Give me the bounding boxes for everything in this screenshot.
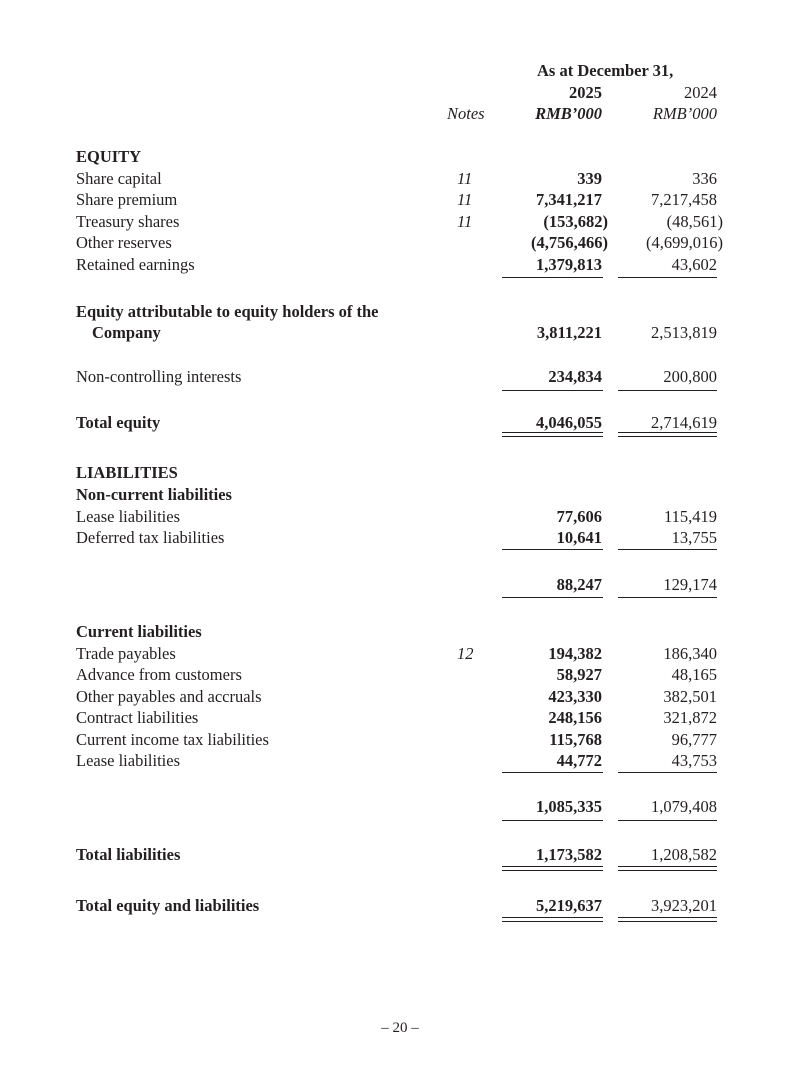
double-rule [502,921,603,922]
row-value-2025: 7,341,217 [536,190,602,209]
subtotal-rule [502,772,603,773]
attributable-value-2024: 2,513,819 [651,323,717,342]
grand-total-2024: 3,923,201 [651,896,717,915]
row-value-2024: 382,501 [663,687,717,706]
row-note: 11 [457,190,473,209]
total-equity-2025: 4,046,055 [536,413,602,432]
liabilities-heading: LIABILITIES [76,463,178,482]
total-liabilities-label: Total liabilities [76,845,181,864]
subtotal-rule [618,597,717,598]
double-rule [618,866,717,867]
row-value-2025: 339 [577,169,602,188]
unit-current-header: RMB’000 [535,104,602,123]
double-rule [618,917,717,918]
row-value-2024: 115,419 [663,507,717,526]
row-label: Share capital [76,169,162,188]
row-value-2025: 423,330 [548,687,602,706]
row-value-2025: 194,382 [548,644,602,663]
row-label: Lease liabilities [76,751,181,770]
subtotal-rule [618,772,717,773]
period-heading: As at December 31, [537,61,674,80]
subtotal-rule [502,390,603,391]
non-current-subtotal-2025: 88,247 [556,575,602,594]
double-rule [502,917,603,918]
row-label: Lease liabilities [76,507,181,526]
total-equity-2024: 2,714,619 [651,413,717,432]
row-label: Advance from customers [76,665,242,684]
grand-total-label: Total equity and liabilities [76,896,260,915]
row-value-2024: 48,165 [671,665,717,684]
subtotal-rule [502,277,603,278]
subtotal-rule [618,549,717,550]
attributable-label-line2: Company [92,323,161,342]
row-value-2025: 10,641 [556,528,602,547]
row-value-2025: 248,156 [548,708,602,727]
row-value-2024: (48,561) [666,212,723,231]
row-label: Deferred tax liabilities [76,528,225,547]
total-liabilities-2025: 1,173,582 [536,845,602,864]
row-value-2025: (4,756,466) [531,233,608,252]
nci-value-2025: 234,834 [548,367,602,386]
attributable-value-2025: 3,811,221 [536,323,602,342]
double-rule [618,432,717,433]
row-label: Contract liabilities [76,708,199,727]
row-value-2025: 77,606 [556,507,602,526]
subtotal-rule [618,277,717,278]
row-value-2024: 43,753 [671,751,717,770]
double-rule [618,921,717,922]
notes-header: Notes [447,104,485,123]
current-subtotal-2024: 1,079,408 [651,797,717,816]
subtotal-rule [618,820,717,821]
row-label: Current income tax liabilities [76,730,269,749]
row-label: Other payables and accruals [76,687,262,706]
row-value-2024: 13,755 [671,528,717,547]
row-value-2024: 7,217,458 [651,190,717,209]
row-value-2024: 186,340 [663,644,717,663]
row-note: 12 [457,644,474,663]
double-rule [618,870,717,871]
double-rule [502,866,603,867]
double-rule [502,436,603,437]
nci-value-2024: 200,800 [663,367,717,386]
row-value-2024: 336 [692,169,717,188]
subtotal-rule [502,549,603,550]
row-value-2025: (153,682) [543,212,608,231]
subtotal-rule [618,390,717,391]
row-note: 11 [457,212,473,231]
double-rule [502,432,603,433]
non-current-subtotal-2024: 129,174 [663,575,717,594]
row-note: 11 [457,169,473,188]
grand-total-2025: 5,219,637 [536,896,602,915]
row-label: Retained earnings [76,255,195,274]
subtotal-rule [502,820,603,821]
year-current-header: 2025 [569,83,602,102]
row-value-2024: 96,777 [671,730,717,749]
double-rule [502,870,603,871]
row-label: Share premium [76,190,178,209]
unit-prior-header: RMB’000 [652,104,717,123]
row-value-2025: 1,379,813 [536,255,602,274]
row-label: Other reserves [76,233,172,252]
current-heading: Current liabilities [76,622,202,641]
nci-label: Non-controlling interests [76,367,242,386]
row-value-2025: 58,927 [556,665,602,684]
row-value-2025: 44,772 [556,751,602,770]
double-rule [618,436,717,437]
year-prior-header: 2024 [684,83,717,102]
subtotal-rule [502,597,603,598]
row-value-2024: 321,872 [663,708,717,727]
non-current-heading: Non-current liabilities [76,485,232,504]
total-liabilities-2024: 1,208,582 [651,845,717,864]
row-value-2025: 115,768 [549,730,602,749]
attributable-label-line1: Equity attributable to equity holders of the [76,302,379,321]
current-subtotal-2025: 1,085,335 [536,797,602,816]
page-number: – 20 – [381,1020,419,1036]
row-label: Trade payables [76,644,176,663]
row-value-2024: 43,602 [671,255,717,274]
row-value-2024: (4,699,016) [646,233,723,252]
total-equity-label: Total equity [76,413,161,432]
equity-heading: EQUITY [76,147,142,166]
row-label: Treasury shares [76,212,180,231]
